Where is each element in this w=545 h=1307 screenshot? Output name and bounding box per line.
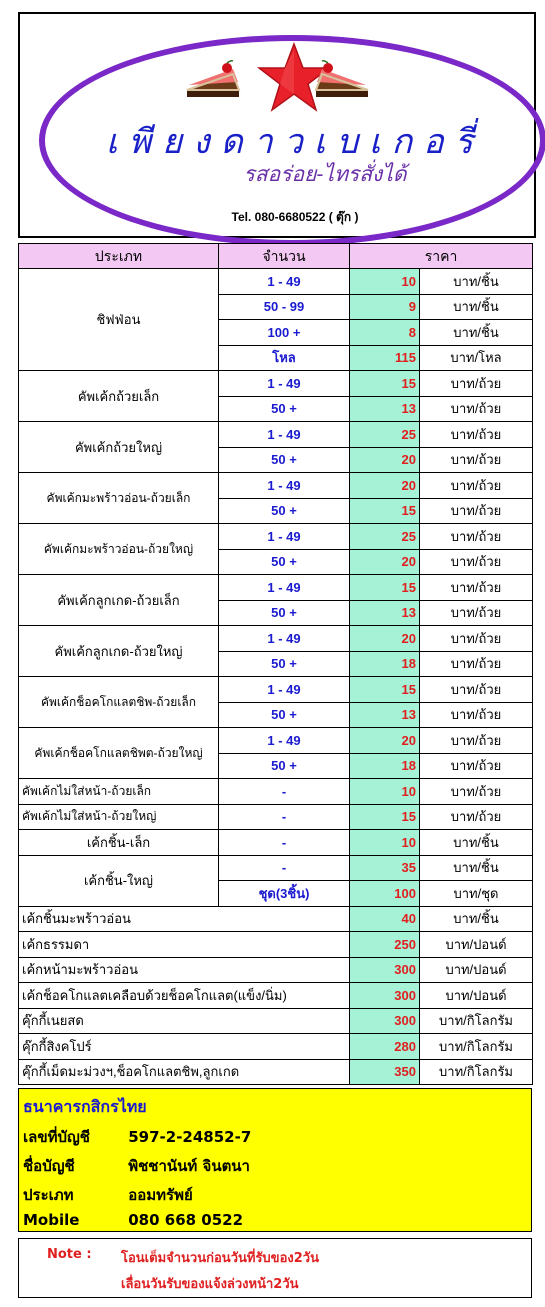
product-name-cell: เค้กธรรมดา — [19, 932, 350, 958]
bank-account-number-row — [23, 1125, 251, 1149]
column-header-price: ราคา — [350, 244, 533, 269]
unit-cell: บาท/ถ้วย — [420, 728, 533, 754]
unit-cell: บาท/กิโลกรัม — [420, 1034, 533, 1060]
quantity-cell: 1 - 49 — [219, 524, 350, 550]
quantity-cell: 50 + — [219, 396, 350, 422]
note-line-1: โอนเต็มจำนวนก่อนวันที่รับของ2วัน — [121, 1251, 319, 1266]
table-row — [19, 1034, 533, 1060]
price-cell: 250 — [350, 932, 420, 958]
table-row — [19, 983, 533, 1009]
quantity-cell: 50 + — [219, 702, 350, 728]
price-cell: 15 — [350, 371, 420, 397]
order-note — [18, 1238, 532, 1298]
bank-row-value: ออมทรัพย์ — [128, 1186, 193, 1204]
quantity-cell: 100 + — [219, 320, 350, 346]
table-row — [19, 269, 533, 295]
price-cell: 35 — [350, 855, 420, 881]
price-cell: 13 — [350, 702, 420, 728]
unit-cell: บาท/ถ้วย — [420, 575, 533, 601]
unit-cell: บาท/ชิ้น — [420, 830, 533, 856]
price-cell: 20 — [350, 447, 420, 473]
product-name-cell: คัพเค้กช็อคโกแลตชิพต-ถ้วยใหญ่ — [19, 728, 219, 779]
unit-cell: บาท/ปอนด์ — [420, 957, 533, 983]
unit-cell: บาท/ปอนด์ — [420, 983, 533, 1009]
unit-cell: บาท/ถ้วย — [420, 473, 533, 499]
contact-tel: Tel. 080-6680522 ( ตุ๊ก ) — [231, 210, 359, 224]
quantity-cell: 50 + — [219, 549, 350, 575]
product-name-cell: คัพเค้กลูกเกด-ถ้วยใหญ่ — [19, 626, 219, 677]
unit-cell: บาท/ถ้วย — [420, 804, 533, 830]
product-name-cell: คัพเค้กมะพร้าวอ่อน-ถ้วยเล็ก — [19, 473, 219, 524]
price-table-body — [19, 269, 533, 1085]
price-cell: 15 — [350, 677, 420, 703]
table-row — [19, 575, 533, 601]
quantity-cell: 1 - 49 — [219, 422, 350, 448]
table-row — [19, 855, 533, 881]
quantity-cell: 1 - 49 — [219, 626, 350, 652]
unit-cell: บาท/กิโลกรัม — [420, 1008, 533, 1034]
quantity-cell: 1 - 49 — [219, 728, 350, 754]
price-cell: 300 — [350, 1008, 420, 1034]
quantity-cell: 1 - 49 — [219, 473, 350, 499]
product-name-cell: คัพเค้กถ้วยใหญ่ — [19, 422, 219, 473]
quantity-cell: - — [219, 779, 350, 805]
product-name-cell: คัพเค้กไม่ใส่หน้า-ถ้วยใหญ่ — [19, 804, 219, 830]
product-name-cell: เค้กชิ้น-ใหญ่ — [19, 855, 219, 906]
price-cell: 25 — [350, 422, 420, 448]
price-cell: 20 — [350, 473, 420, 499]
table-header-row — [19, 244, 533, 269]
table-row — [19, 626, 533, 652]
quantity-cell: 1 - 49 — [219, 371, 350, 397]
product-name-cell: คุ๊กกี้เนยสด — [19, 1008, 350, 1034]
unit-cell: บาท/ถ้วย — [420, 498, 533, 524]
table-row — [19, 906, 533, 932]
price-cell: 15 — [350, 804, 420, 830]
unit-cell: บาท/ชิ้น — [420, 320, 533, 346]
product-name-cell: เค้กชิ้นมะพร้าวอ่อน — [19, 906, 350, 932]
bank-row-label: Mobile — [23, 1211, 80, 1229]
product-name-cell: ชิฟฟ่อน — [19, 269, 219, 371]
quantity-cell: 50 + — [219, 498, 350, 524]
price-cell: 18 — [350, 753, 420, 779]
unit-cell: บาท/กิโลกรัม — [420, 1059, 533, 1085]
unit-cell: บาท/ชุด — [420, 881, 533, 907]
table-row — [19, 473, 533, 499]
bank-row-value: พิชชานันท์ จินตนา — [128, 1157, 250, 1175]
price-cell: 13 — [350, 600, 420, 626]
unit-cell: บาท/ถ้วย — [420, 396, 533, 422]
price-cell: 280 — [350, 1034, 420, 1060]
quantity-cell: 50 + — [219, 447, 350, 473]
bank-row-label: ชื่อบัญชี — [23, 1157, 75, 1175]
shop-name: เพียงดาวเบเกอรี่ — [106, 122, 484, 162]
bank-name: ธนาคารกสิกรไทย — [23, 1097, 147, 1116]
note-label: Note : — [47, 1247, 92, 1262]
unit-cell: บาท/ชิ้น — [420, 906, 533, 932]
table-row — [19, 1008, 533, 1034]
quantity-cell: - — [219, 855, 350, 881]
quantity-cell: - — [219, 830, 350, 856]
unit-cell: บาท/ชิ้น — [420, 294, 533, 320]
price-cell: 13 — [350, 396, 420, 422]
shop-slogan: รสอร่อย-ไทรสั่งได้ — [243, 162, 407, 186]
unit-cell: บาท/ถ้วย — [420, 422, 533, 448]
price-table — [18, 243, 533, 1085]
price-cell: 300 — [350, 983, 420, 1009]
cake-slice-icon — [312, 60, 372, 100]
table-row — [19, 804, 533, 830]
product-name-cell: เค้กหน้ามะพร้าวอ่อน — [19, 957, 350, 983]
quantity-cell: ชุด(3ชิ้น) — [219, 881, 350, 907]
product-name-cell: คัพเค้กไม่ใส่หน้า-ถ้วยเล็ก — [19, 779, 219, 805]
product-name-cell: คุ๊กกี้สิงคโปร์ — [19, 1034, 350, 1060]
table-row — [19, 524, 533, 550]
table-row — [19, 422, 533, 448]
product-name-cell: คัพเค้กถ้วยเล็ก — [19, 371, 219, 422]
quantity-cell: 1 - 49 — [219, 575, 350, 601]
unit-cell: บาท/ปอนด์ — [420, 932, 533, 958]
unit-cell: บาท/ชิ้น — [420, 855, 533, 881]
column-header-type: ประเภท — [19, 244, 219, 269]
unit-cell: บาท/ถ้วย — [420, 447, 533, 473]
unit-cell: บาท/ถ้วย — [420, 779, 533, 805]
unit-cell: บาท/ถ้วย — [420, 549, 533, 575]
price-cell: 40 — [350, 906, 420, 932]
table-row — [19, 728, 533, 754]
price-cell: 18 — [350, 651, 420, 677]
shop-header — [18, 12, 536, 238]
table-row — [19, 830, 533, 856]
table-row — [19, 1059, 533, 1085]
bank-row-label: เลขที่บัญชี — [23, 1128, 90, 1146]
unit-cell: บาท/ถ้วย — [420, 651, 533, 677]
table-row — [19, 932, 533, 958]
bank-mobile-row — [23, 1211, 243, 1229]
price-cell: 115 — [350, 345, 420, 371]
product-name-cell: คัพเค้กมะพร้าวอ่อน-ถ้วยใหญ่ — [19, 524, 219, 575]
price-cell: 10 — [350, 269, 420, 295]
table-row — [19, 779, 533, 805]
price-cell: 8 — [350, 320, 420, 346]
price-cell: 350 — [350, 1059, 420, 1085]
bank-row-value: 597-2-24852-7 — [128, 1128, 252, 1146]
price-cell: 25 — [350, 524, 420, 550]
price-cell: 10 — [350, 830, 420, 856]
product-name-cell: เค้กชิ้น-เล็ก — [19, 830, 219, 856]
quantity-cell: - — [219, 804, 350, 830]
bank-row-label: ประเภท — [23, 1186, 74, 1204]
table-row — [19, 371, 533, 397]
price-cell: 20 — [350, 549, 420, 575]
unit-cell: บาท/ถ้วย — [420, 702, 533, 728]
price-cell: 300 — [350, 957, 420, 983]
product-name-cell: คุ๊กกี้เม็ดมะม่วงฯ,ช็อคโกแลตชิพ,ลูกเกด — [19, 1059, 350, 1085]
price-cell: 15 — [350, 575, 420, 601]
unit-cell: บาท/โหล — [420, 345, 533, 371]
column-header-quantity: จำนวน — [219, 244, 350, 269]
price-cell: 20 — [350, 626, 420, 652]
bank-account-type-row — [23, 1183, 193, 1207]
quantity-cell: 1 - 49 — [219, 677, 350, 703]
unit-cell: บาท/ถ้วย — [420, 600, 533, 626]
unit-cell: บาท/ถ้วย — [420, 753, 533, 779]
unit-cell: บาท/ถ้วย — [420, 524, 533, 550]
quantity-cell: 50 + — [219, 600, 350, 626]
bank-row-value: 080 668 0522 — [128, 1211, 244, 1229]
product-name-cell: คัพเค้กลูกเกด-ถ้วยเล็ก — [19, 575, 219, 626]
quantity-cell: โหล — [219, 345, 350, 371]
price-cell: 15 — [350, 498, 420, 524]
note-line-2: เลื่อนวันรับของแจ้งล่วงหน้า2วัน — [121, 1277, 299, 1292]
table-row — [19, 677, 533, 703]
quantity-cell: 50 + — [219, 753, 350, 779]
unit-cell: บาท/ถ้วย — [420, 677, 533, 703]
price-cell: 9 — [350, 294, 420, 320]
price-cell: 100 — [350, 881, 420, 907]
quantity-cell: 50 + — [219, 651, 350, 677]
unit-cell: บาท/ชิ้น — [420, 269, 533, 295]
quantity-cell: 50 - 99 — [219, 294, 350, 320]
cake-slice-icon — [183, 60, 243, 100]
table-row — [19, 957, 533, 983]
quantity-cell: 1 - 49 — [219, 269, 350, 295]
unit-cell: บาท/ถ้วย — [420, 626, 533, 652]
unit-cell: บาท/ถ้วย — [420, 371, 533, 397]
product-name-cell: คัพเค้กช็อคโกแลตชิพ-ถ้วยเล็ก — [19, 677, 219, 728]
price-cell: 10 — [350, 779, 420, 805]
bank-account-name-row — [23, 1154, 250, 1178]
price-cell: 20 — [350, 728, 420, 754]
bank-info — [18, 1088, 532, 1232]
product-name-cell: เค้กช็อคโกแลตเคลือบด้วยช็อคโกแลต(แข็ง/นิ่ม) — [19, 983, 350, 1009]
